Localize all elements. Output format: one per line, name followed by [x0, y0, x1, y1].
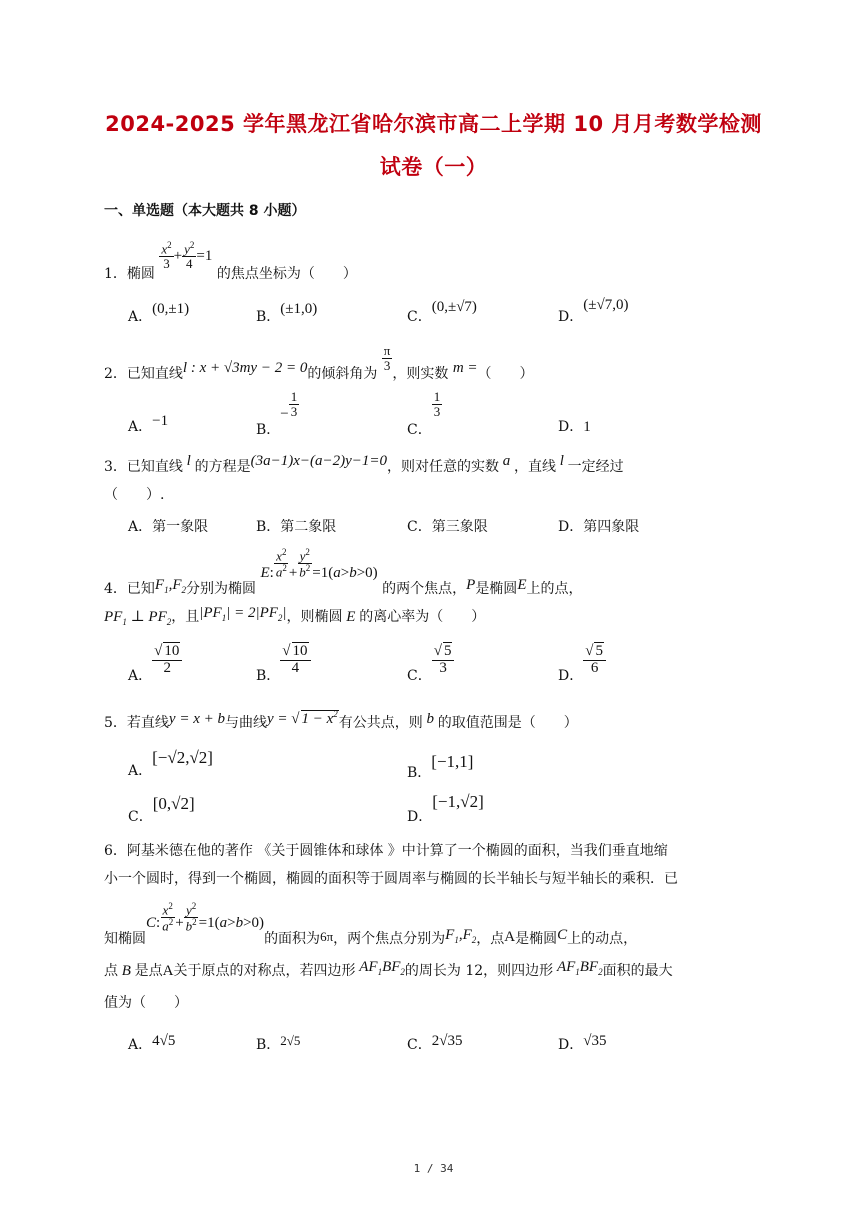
q6-ellipse-fraction-y: $\frac{y^2}{b^2}$	[185, 901, 197, 934]
page-number: 1 / 34	[413, 1162, 454, 1175]
q1-ellipse-fraction-x: $\frac{x^2}{3}$	[161, 240, 172, 271]
q6-option-b: B．2√5	[256, 1033, 301, 1053]
q6-option-c: C．2√35	[407, 1033, 463, 1053]
q3-option-d: D．第四象限	[558, 519, 640, 535]
question-6-line2: 小一个圆时，得到一个椭圆，椭圆的面积等于圆周率与椭圆的长半轴长与短半轴长的乘积．已	[104, 871, 678, 887]
q6-option-d: D．√35	[558, 1033, 607, 1053]
page-title-line2: 试卷（一）	[379, 155, 488, 179]
question-5: 5．若直线y = x + b与曲线y = √ $1 - x^2$有公共点，则 b 的取值范围是（ ）	[104, 709, 578, 731]
section-heading: 一、单选题（本大题共 8 小题）	[104, 203, 306, 219]
q2-option-d: D．1	[558, 419, 591, 435]
q5-option-b: B．[−1,1]	[407, 752, 474, 781]
q1-option-c: C．(0,±√7)	[407, 299, 477, 325]
question-6-line1: 6．阿基米德在他的著作 《关于圆锥体和球体 》中计算了一个椭圆的面积，当我们垂直地缩	[104, 843, 668, 859]
page-title-line1: 2024-2025 学年黑龙江省哈尔滨市高二上学期 10 月月考数学检测	[105, 112, 762, 136]
question-4: 4．已知$F_1,F_2$分别为椭圆 E: $\frac{x^2}{a^2}$ + $\frac{y^2}{b^2}$ =1(a>b>0) 的两个焦点，P是椭圆E上的点，	[104, 547, 583, 598]
q4-option-a: A． $\frac{√ 10}{2}$	[128, 644, 182, 677]
q1-ellipse-fraction-y: $\frac{y^2}{4}$	[184, 240, 195, 271]
q1-option-a: A．(0,±1)	[128, 301, 190, 325]
question-3-line2: （ ）.	[104, 487, 165, 503]
q4-option-b: B． $\frac{√ 10}{4}$	[256, 644, 311, 677]
q5-option-a: A．[−√2,√2]	[128, 748, 213, 779]
question-6-line3: 知椭圆C: $\frac{x^2}{a^2}$ + $\frac{y^2}{b^2}$ =1(a>b>0)的面积为6π，两个焦点分别为$F_1,F_2$，点A是椭圆C上的动点，	[104, 901, 638, 948]
q2-option-c: C． $\frac{1}{3}$	[407, 389, 441, 439]
q2-option-b: B．− $\frac{1}{3}$	[256, 389, 298, 439]
q3-option-c: C．第三象限	[407, 519, 488, 535]
q1-stem-suffix: 的焦点坐标为（ ）	[216, 265, 357, 282]
question-3: 3．已知直线 l 的方程是(3a−1)x−(a−2)y−1=0，则对任意的实数 a ，直线 l 一定经过	[104, 453, 624, 475]
question-6-line5: 值为（ ）	[104, 995, 188, 1011]
q4-option-d: D． $\frac{√ 5}{6}$	[558, 644, 606, 677]
question-2: 2．已知直线l : x + √3my − 2 = 0的倾斜角为 $\frac{\pi}{3}$ ，则实数 m =（ ）	[104, 343, 534, 383]
q3-option-b: B．第二象限	[256, 519, 337, 535]
q6-option-a: A．4√5	[128, 1033, 176, 1053]
question-4-line2: $PF_1$ ⊥ $PF_2$，且$|PF_1| = 2|PF_2|$，则椭圆 E 的离心率为（ ）	[104, 605, 486, 627]
q3-option-a: A．第一象限	[128, 519, 209, 535]
question-6-line4: 点 B 是点A关于原点的对称点，若四边形 $AF_1BF_2$的周长为 12，则四边形 $AF_1BF_2$面积的最大	[104, 959, 673, 979]
q1-option-d: D．(±√7,0)	[558, 297, 629, 325]
q2-option-a: A．−1	[128, 413, 169, 435]
q2-line-equation: l : x + √3my − 2 = 0	[182, 360, 308, 377]
question-1: 1．椭圆 $\frac{x^2}{3}$ + $\frac{y^2}{4}$ =1 的焦点坐标为（ ）	[104, 240, 357, 282]
q6-ellipse-fraction-x: $\frac{x^2}{a^2}$	[162, 901, 174, 934]
q4-ellipse-fraction-x: $\frac{x^2}{a^2}$	[275, 547, 287, 580]
q4-ellipse-fraction-y: $\frac{y^2}{b^2}$	[299, 547, 311, 580]
q4-option-c: C． $\frac{√ 5}{3}$	[407, 644, 454, 677]
q5-option-c: C．[0,√2]	[128, 794, 195, 825]
q3-line-equation: (3a−1)x−(a−2)y−1=0	[250, 453, 387, 469]
q2-angle-fraction: $\frac{\pi}{3}$	[383, 343, 391, 373]
q5-option-d: D．[−1,√2]	[407, 792, 484, 825]
q1-stem-prefix: 1．椭圆	[104, 265, 155, 282]
q1-option-b: B．(±1,0)	[256, 301, 318, 325]
